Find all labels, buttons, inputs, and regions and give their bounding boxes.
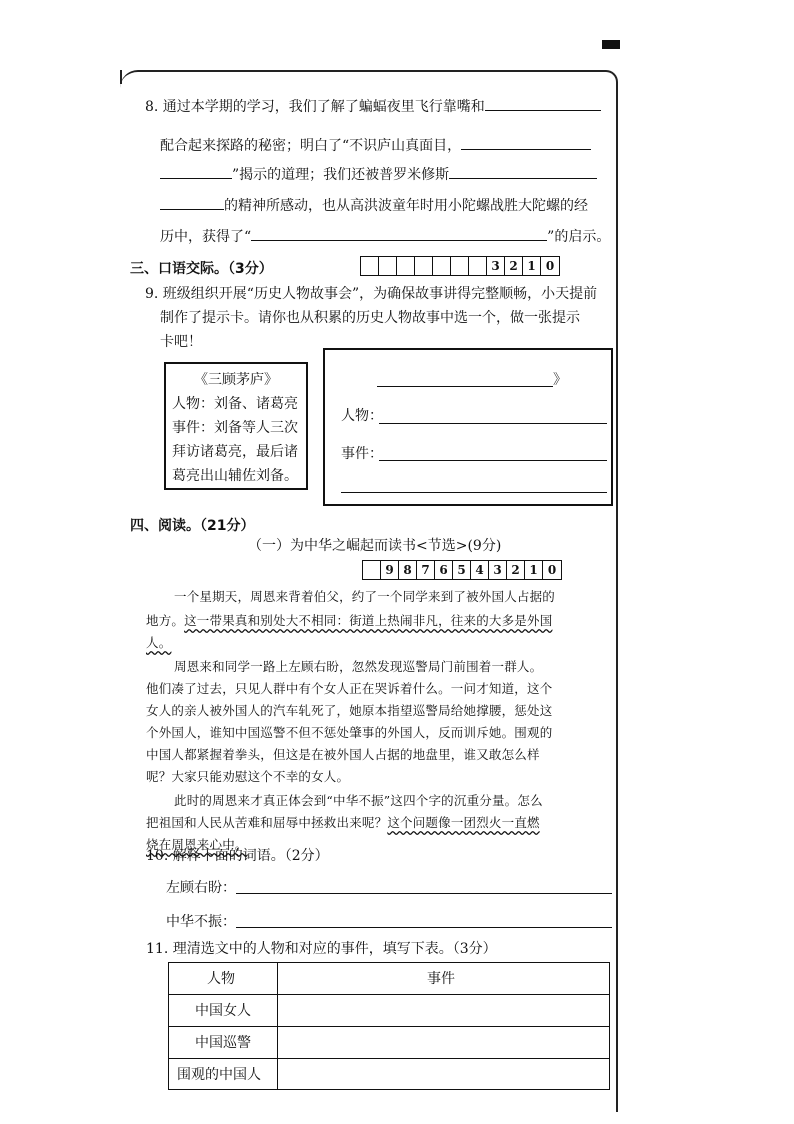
- underlined-sentence: 这个问题像一团烈火一直燃: [387, 815, 540, 830]
- card-event-blank-2[interactable]: [341, 492, 607, 493]
- q8-line4: [160, 197, 588, 214]
- q8-blank-4[interactable]: [449, 166, 597, 179]
- passage-p1-line1: 一个星期天，周恩来背着伯父，约了一个同学来到了被外国人占据的: [174, 589, 556, 604]
- q10-word1-label: 左顾右盼：: [166, 880, 236, 896]
- q9-line1: 9. 班级组织开展“历史人物故事会”，为确保故事讲得完整顺畅，小天提前: [145, 286, 598, 302]
- underlined-sentence: 这一带果真和别处大不相同：街道上热闹非凡，往来的大多是外国: [184, 613, 553, 628]
- q9-line2: 制作了提示卡。请你也从积累的历史人物故事中选一个，做一张提示: [160, 310, 580, 326]
- section4-heading: 四、阅读。（21分）: [130, 518, 255, 534]
- q8-line5: [160, 228, 610, 245]
- passage-text: 地方。: [146, 613, 185, 628]
- q11-heading: 11. 理清选文中的人物和对应的事件，填写下表。（3分）: [146, 941, 497, 957]
- section4-score-box[interactable]: [362, 560, 562, 580]
- q8-blank-1[interactable]: [485, 98, 601, 111]
- score-cell[interactable]: [379, 257, 397, 275]
- q8-text-5b: ”的启示。: [547, 229, 611, 245]
- table-row-line: [169, 1058, 609, 1059]
- passage-p2-line1: 周恩来和同学一路上左顾右盼，忽然发现巡警局门前围着一群人。: [174, 659, 543, 674]
- example-card-event-2: 拜访诸葛亮，最后诸: [172, 444, 298, 460]
- passage-title: （一）为中华之崛起而读书<节选>(9分): [248, 538, 502, 554]
- score-cell[interactable]: 0: [545, 259, 555, 273]
- score-cell[interactable]: 9: [381, 561, 399, 579]
- q8-text-1: 8. 通过本学期的学习，我们了解了蝙蝠夜里飞行靠嘴和: [145, 99, 485, 115]
- score-cell[interactable]: [397, 257, 415, 275]
- section3-heading: 三、口语交际。（3分）: [130, 261, 273, 277]
- passage-p3-line2: [146, 815, 540, 830]
- example-card-event-3: 葛亮出山辅佐刘备。: [172, 468, 298, 484]
- frame-corner: [120, 70, 122, 84]
- q8-text-2: 配合起来探路的秘密；明白了“不识庐山真面目，: [160, 138, 462, 154]
- table-row-line: [169, 1026, 609, 1027]
- score-cell[interactable]: 3: [489, 561, 507, 579]
- card-people-blank[interactable]: [379, 423, 607, 424]
- score-cell[interactable]: [363, 561, 381, 579]
- score-cell[interactable]: 5: [453, 561, 471, 579]
- example-card-title: 《三顾茅庐》: [194, 372, 278, 388]
- answer-prompt-card[interactable]: [323, 348, 613, 506]
- q8-blank-5[interactable]: [160, 197, 224, 210]
- q10-word2-label: 中华不振：: [166, 914, 236, 930]
- q8-line1: [145, 98, 601, 115]
- card-title-close: 》: [553, 372, 567, 388]
- score-cell[interactable]: 4: [471, 561, 489, 579]
- q10-answer-line-1[interactable]: [236, 893, 612, 894]
- q9-line3: 卡吧！: [160, 334, 202, 350]
- passage-p1-line3: [146, 635, 171, 650]
- section3-score-box[interactable]: [360, 256, 560, 276]
- passage-p2-line2: 他们凑了过去，只见人群中有个女人正在哭诉着什么。一问才知道，这个: [146, 681, 553, 696]
- passage-p3-line1: 此时的周恩来才真正体会到“中华不振”这四个字的沉重分量。怎么: [174, 793, 543, 808]
- table-header-event: 事件: [427, 971, 455, 987]
- score-cell[interactable]: 1: [523, 257, 541, 275]
- q10-answer-line-2[interactable]: [236, 927, 612, 928]
- q10-heading: 10. 解释下面的词语。（2分）: [146, 848, 329, 864]
- example-card-people: 人物：刘备、诸葛亮: [172, 396, 298, 412]
- q8-line2: [160, 137, 591, 154]
- q8-blank-6[interactable]: [251, 228, 547, 241]
- card-people-label: 人物：: [341, 408, 383, 424]
- table-row-person: 围观的中国人: [177, 1067, 261, 1083]
- score-cell[interactable]: 1: [525, 561, 543, 579]
- q11-table[interactable]: [168, 962, 610, 1090]
- q8-text-5a: 历中，获得了“: [160, 229, 252, 245]
- card-event-label: 事件：: [341, 446, 383, 462]
- table-header-person: 人物: [207, 971, 235, 987]
- corner-mark: [602, 40, 620, 49]
- score-cell[interactable]: 2: [505, 257, 523, 275]
- score-cell[interactable]: 7: [417, 561, 435, 579]
- passage-p2-line5: 中国人都紧握着拳头，但这是在被外国人占据的地盘里，谁又敢怎么样: [146, 747, 540, 762]
- passage-text: 把祖国和人民从苦难和屈辱中拯救出来呢？: [146, 815, 388, 830]
- example-prompt-card: [164, 362, 308, 490]
- score-cell[interactable]: 0: [547, 563, 557, 577]
- score-cell[interactable]: 3: [487, 257, 505, 275]
- example-card-event-1: 事件：刘备等人三次: [172, 420, 298, 436]
- table-row-person: 中国女人: [195, 1003, 251, 1019]
- underlined-sentence: 烧在周恩来心中。: [146, 837, 248, 852]
- q8-blank-2[interactable]: [461, 137, 591, 150]
- score-cell[interactable]: [433, 257, 451, 275]
- card-event-blank-1[interactable]: [379, 460, 607, 461]
- score-cell[interactable]: 8: [399, 561, 417, 579]
- passage-p2-line3: 女人的亲人被外国人的汽车轧死了，她原本指望巡警局给她撑腰，惩处这: [146, 703, 553, 718]
- score-cell[interactable]: [415, 257, 433, 275]
- q8-text-4: 的精神所感动，也从高洪波童年时用小陀螺战胜大陀螺的经: [224, 198, 588, 214]
- score-cell[interactable]: 6: [435, 561, 453, 579]
- passage-p2-line6: 呢？大家只能劝慰这个不幸的女人。: [146, 769, 350, 784]
- passage-p1-line2: [146, 613, 552, 628]
- q8-blank-3[interactable]: [160, 166, 232, 179]
- score-cell[interactable]: [361, 257, 379, 275]
- passage-p2-line4: 个外国人，谁知中国巡警不但不惩处肇事的外国人，反而训斥她。围观的: [146, 725, 553, 740]
- table-row-line: [169, 994, 609, 995]
- score-cell[interactable]: [451, 257, 469, 275]
- q8-line3: [160, 166, 597, 183]
- underlined-sentence: 人。: [146, 635, 172, 650]
- score-cell[interactable]: 2: [507, 561, 525, 579]
- table-row-person: 中国巡警: [195, 1035, 251, 1051]
- score-cell[interactable]: [469, 257, 487, 275]
- q8-text-3: ”揭示的道理；我们还被普罗米修斯: [232, 167, 450, 183]
- card-title-blank[interactable]: [377, 386, 553, 387]
